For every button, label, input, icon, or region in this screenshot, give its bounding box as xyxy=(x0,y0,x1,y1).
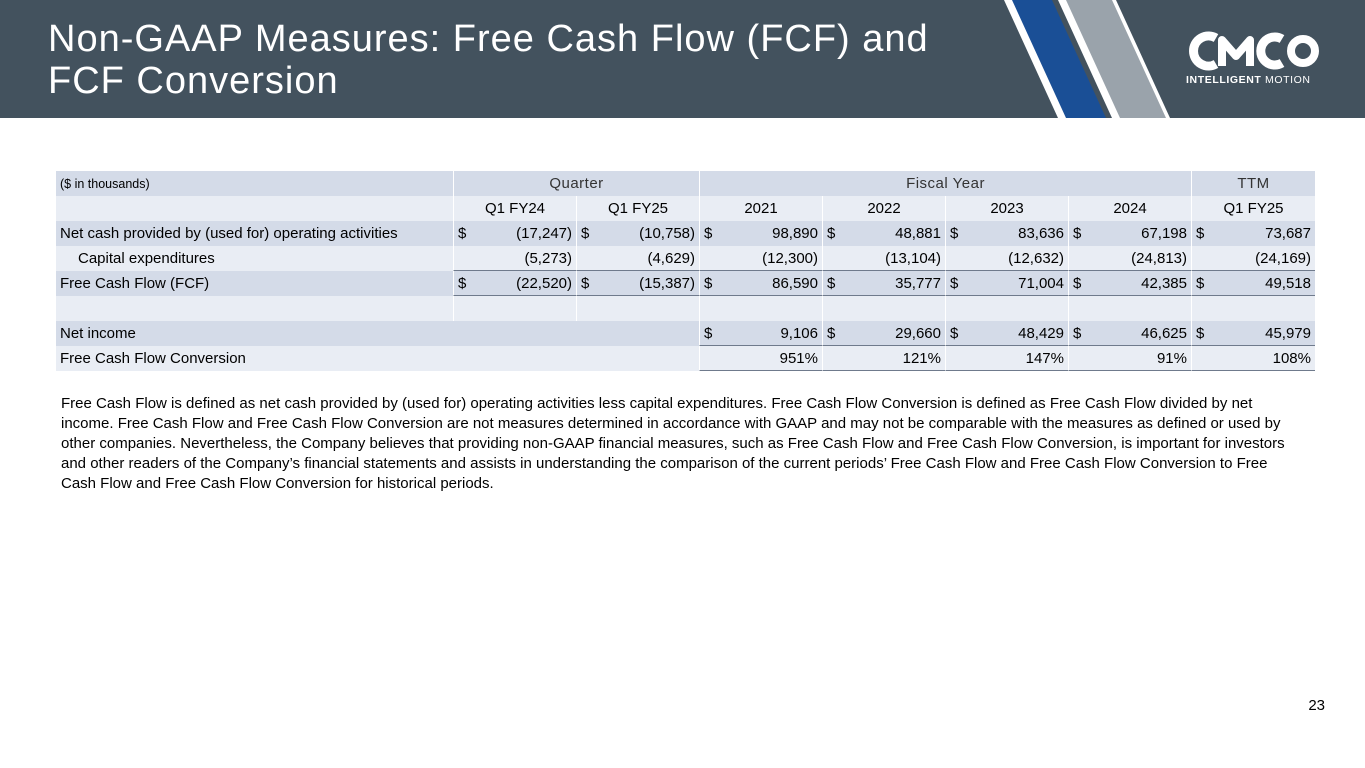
table-cell: (15,387) xyxy=(639,274,695,292)
table-cell: 45,979 xyxy=(1265,324,1311,342)
table-cell: (10,758) xyxy=(639,225,695,242)
table-cell: 91% xyxy=(1068,346,1191,371)
column-header: 2021 xyxy=(699,196,822,221)
table-cell: 98,890 xyxy=(772,225,818,242)
group-fiscal-year: Fiscal Year xyxy=(699,171,1191,196)
column-header: Q1 FY25 xyxy=(1191,196,1315,221)
table-cell: (4,629) xyxy=(576,246,699,271)
table-cell: 67,198 xyxy=(1141,225,1187,242)
row-label: Net income xyxy=(56,321,453,346)
table-cell: 147% xyxy=(945,346,1068,371)
column-header: 2024 xyxy=(1068,196,1191,221)
column-header: 2022 xyxy=(822,196,945,221)
page-number: 23 xyxy=(1308,697,1325,714)
fcf-table xyxy=(56,171,1315,371)
table-cell: (22,520) xyxy=(516,274,572,292)
row-label: Free Cash Flow Conversion xyxy=(56,346,453,371)
column-header: Q1 FY24 xyxy=(453,196,576,221)
table-row-net-income: Net income $ 9,106 $ 29,660 $ 48,429 $ 46,625 $ 45,979 xyxy=(56,321,1315,346)
header-band xyxy=(0,0,1365,118)
table-cell: 951% xyxy=(699,346,822,371)
table-cell: 71,004 xyxy=(1018,274,1064,292)
table-group-header-row xyxy=(56,171,1315,196)
table-cell: 48,881 xyxy=(895,225,941,242)
table-cell: 121% xyxy=(822,346,945,371)
table-cell: 49,518 xyxy=(1265,274,1311,292)
table-cell: (24,169) xyxy=(1191,246,1315,271)
table-cell: (5,273) xyxy=(453,246,576,271)
table-cell: (17,247) xyxy=(516,225,572,242)
table-cell: (13,104) xyxy=(822,246,945,271)
table-cell: 48,429 xyxy=(1018,324,1064,342)
table-row-spacer xyxy=(56,296,1315,321)
table-cell: 73,687 xyxy=(1265,225,1311,242)
table-cell: 9,106 xyxy=(780,324,818,342)
table-row-fcf: Free Cash Flow (FCF) $ (22,520) $ (15,387) $ 86,590 $ 35,777 $ 71,004 $ 42,385 $ 49,518 xyxy=(56,271,1315,296)
cmco-logo xyxy=(1186,30,1320,72)
footnote: Free Cash Flow is defined as net cash provided by (used for) operating activities less capital expenditures. Free Cash Flow Conversion is defined as Free Cash Flow divided by net income. Free Cash Flow and Free Cash Flow Conversion are not measures determined in accordance with GAAP and may not be comparable with the measures as defined or used by other companies. Nevertheless, the Company believes that providing non-GAAP financial measures, such as Free Cash Flow and Free Cash Flow Conversion, is important for investors and other readers of the Company’s financial statements and assists in understanding the comparison of the current periods’ Free Cash Flow and Free Cash Flow Conversion to Free Cash Flow and Free Cash Flow Conversion for historical periods. xyxy=(61,395,1285,492)
column-header: 2023 xyxy=(945,196,1068,221)
column-header: Q1 FY25 xyxy=(576,196,699,221)
table-cell: 42,385 xyxy=(1141,274,1187,292)
table-row-operating-cash: Net cash provided by (used for) operating activities $ (17,247) $ (10,758) $ 98,890 $ 48,881 $ 83,636 $ 67,198 $ 73,687 xyxy=(56,221,1315,246)
logo-tagline: INTELLIGENT MOTION xyxy=(1186,74,1311,86)
table-cell: 29,660 xyxy=(895,324,941,342)
group-ttm: TTM xyxy=(1191,171,1315,196)
table-cell: 46,625 xyxy=(1141,324,1187,342)
row-label: Net cash provided by (used for) operating activities xyxy=(56,221,453,246)
table-cell: 108% xyxy=(1191,346,1315,371)
table-column-header-row xyxy=(56,196,1315,221)
table-row-fcf-conversion xyxy=(56,346,1315,371)
group-quarter: Quarter xyxy=(453,171,699,196)
table-cell: (12,300) xyxy=(699,246,822,271)
table-cell: (24,813) xyxy=(1068,246,1191,271)
page-title: Non-GAAP Measures: Free Cash Flow (FCF) and FCF Conversion xyxy=(48,18,929,102)
table-cell: 83,636 xyxy=(1018,225,1064,242)
table-cell: (12,632) xyxy=(945,246,1068,271)
table-cell: 35,777 xyxy=(895,274,941,292)
row-label: Capital expenditures xyxy=(56,246,453,271)
table-row-capex xyxy=(56,246,1315,271)
table-cell: 86,590 xyxy=(772,274,818,292)
units-label: ($ in thousands) xyxy=(56,171,453,196)
row-label: Free Cash Flow (FCF) xyxy=(56,271,453,296)
